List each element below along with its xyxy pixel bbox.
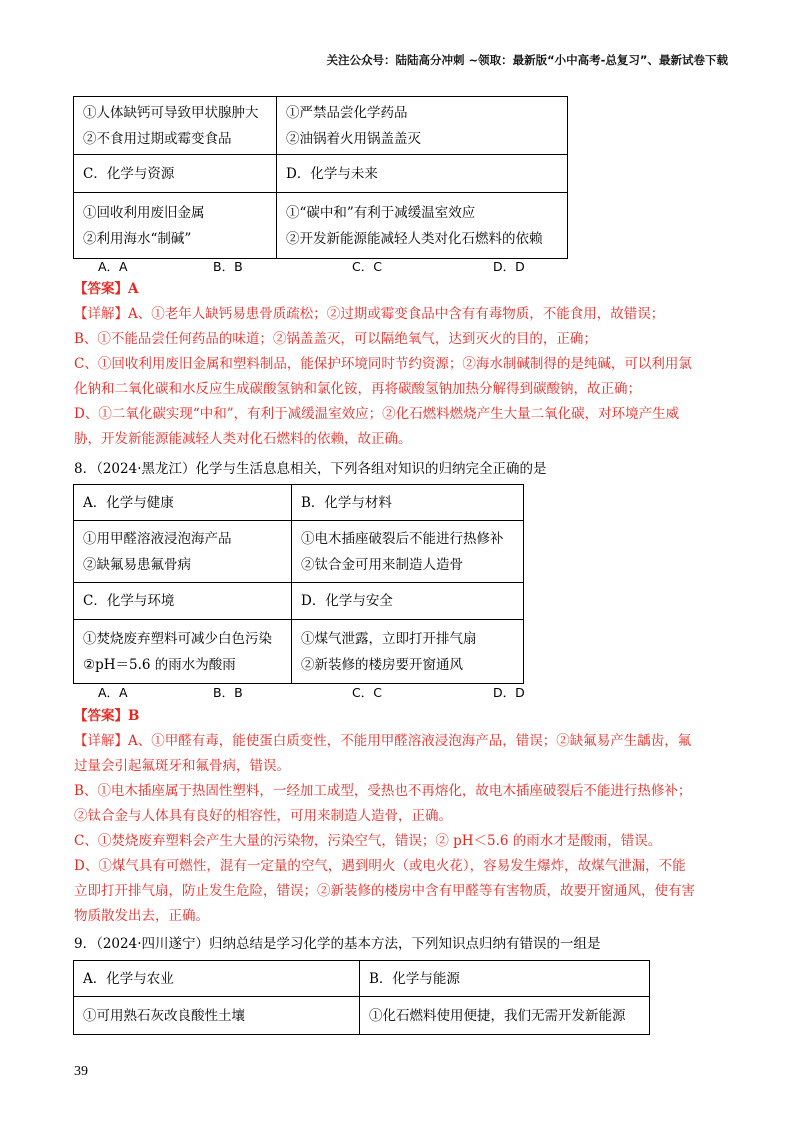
- option-c[interactable]: C．C: [352, 259, 382, 274]
- page-header: 关注公众号：陆陆高分冲刺 ~领取：最新版“小中高考-总复习”、最新试卷下载: [326, 53, 728, 67]
- option-d[interactable]: D．D: [493, 259, 525, 274]
- option-b[interactable]: B．B: [213, 685, 243, 700]
- answer-label: 【答案】A: [74, 281, 139, 297]
- q9-table: [73, 960, 650, 1035]
- table-row: [74, 620, 524, 684]
- q8-table: [73, 484, 524, 684]
- option-a[interactable]: A．A: [98, 685, 128, 700]
- q7-answer-explanation: 【答案】A 【详解】A、①老年人缺钙易患骨质疏松；②过期或霉变食品中含有有毒物质，不能食用，故错误； B、①不能品尝任何药品的味道；②锅盖盖灭，可以隔绝氧气，达到灭火的目的，正确； C、①回收利用废旧金属和塑料制品，能保护环境同时节约资源；②海水制碱制得的是纯碱，可以利用氯 化钠和二氧化碳和水反应生成碳酸氢钠和氯化铵，再将碳酸氢钠加热分解得到碳酸钠，故正确； D、①二氧化碳实现“中和”，有利于减缓温室效应；②化石燃料燃烧产生大量二氧化碳，对环境产生威 胁，开发新能源能减轻人类对化石燃料的依赖，故正确。: [74, 277, 734, 452]
- table-cell: ①煤气泄露，立即打开排气扇 ②新装修的楼房要开窗通风: [292, 620, 524, 684]
- table-row: [74, 961, 650, 997]
- answer-label: 【答案】B: [74, 708, 140, 724]
- table-row: [74, 97, 568, 155]
- q8-stem: 8．（2024·黑龙江）化学与生活息息相关，下列各组对知识的归纳完全正确的是: [74, 461, 547, 477]
- q9-stem: 9．（2024·四川遂宁）归纳总结是学习化学的基本方法，下列知识点归纳有错误的一组是: [74, 936, 601, 952]
- table-row: [74, 155, 568, 193]
- page-number: 39: [74, 1064, 88, 1079]
- option-a[interactable]: A．A: [98, 259, 128, 274]
- table-cell: C．化学与环境: [74, 583, 292, 620]
- q8-answer-explanation: 【答案】B 【详解】A、①甲醛有毒，能使蛋白质变性，不能用甲醛溶液浸泡海产品，错误；②缺氟易产生龋齿，氟 过量会引起氟斑牙和氟骨病，错误。 B、①电木插座属于热固性塑料，一经加工成型，受热也不再熔化，故电木插座破裂后不能进行热修补； ②钛合金与人体具有良好的相容性，可用来制造人造骨，正确。 C、①焚烧废弃塑料会产生大量的污染物，污染空气，错误；② pH＜5.6 的雨水才是酸雨，错误。 D、①煤气具有可燃性，混有一定量的空气，遇到明火（或电火花），容易发生爆炸，故煤气泄漏，不能 立即打开排气扇，防止发生危险，错误；②新装修的楼房中含有甲醛等有害物质，故要开窗通风，使有害 物质散发出去，正确。: [74, 704, 734, 929]
- table-cell: A．化学与健康: [74, 485, 292, 521]
- table-cell: ①可用熟石灰改良酸性土壤: [74, 997, 360, 1035]
- table-cell: B．化学与能源: [360, 961, 650, 997]
- table-cell: ①用甲醛溶液浸泡海产品 ②缺氟易患氟骨病: [74, 521, 292, 583]
- table-row: [74, 485, 524, 521]
- table-cell: A．化学与农业: [74, 961, 360, 997]
- table-row: [74, 583, 524, 620]
- table-cell: ①回收利用废旧金属 ②利用海水“制碱”: [74, 193, 277, 259]
- table-row: [74, 521, 524, 583]
- table-cell: ①“碳中和”有利于减缓温室效应 ②开发新能源能减轻人类对化石燃料的依赖: [277, 193, 568, 259]
- table-cell: ①人体缺钙可导致甲状腺肿大 ②不食用过期或霉变食品: [74, 97, 277, 155]
- table-cell: D．化学与未来: [277, 155, 568, 193]
- table-row: [74, 193, 568, 259]
- table-cell: ①焚烧废弃塑料可减少白色污染 ②pH＝5.6 的雨水为酸雨: [74, 620, 292, 684]
- q7-table: [73, 96, 568, 259]
- option-b[interactable]: B．B: [213, 259, 243, 274]
- table-cell: B．化学与材料: [292, 485, 524, 521]
- option-c[interactable]: C．C: [352, 685, 382, 700]
- table-cell: ①电木插座破裂后不能进行热修补 ②钛合金可用来制造人造骨: [292, 521, 524, 583]
- table-row: [74, 997, 650, 1035]
- table-cell: D．化学与安全: [292, 583, 524, 620]
- option-d[interactable]: D．D: [493, 685, 525, 700]
- table-cell: C．化学与资源: [74, 155, 277, 193]
- table-cell: ①化石燃料使用便捷，我们无需开发新能源: [360, 997, 650, 1035]
- table-cell: ①严禁品尝化学药品 ②油锅着火用锅盖盖灭: [277, 97, 568, 155]
